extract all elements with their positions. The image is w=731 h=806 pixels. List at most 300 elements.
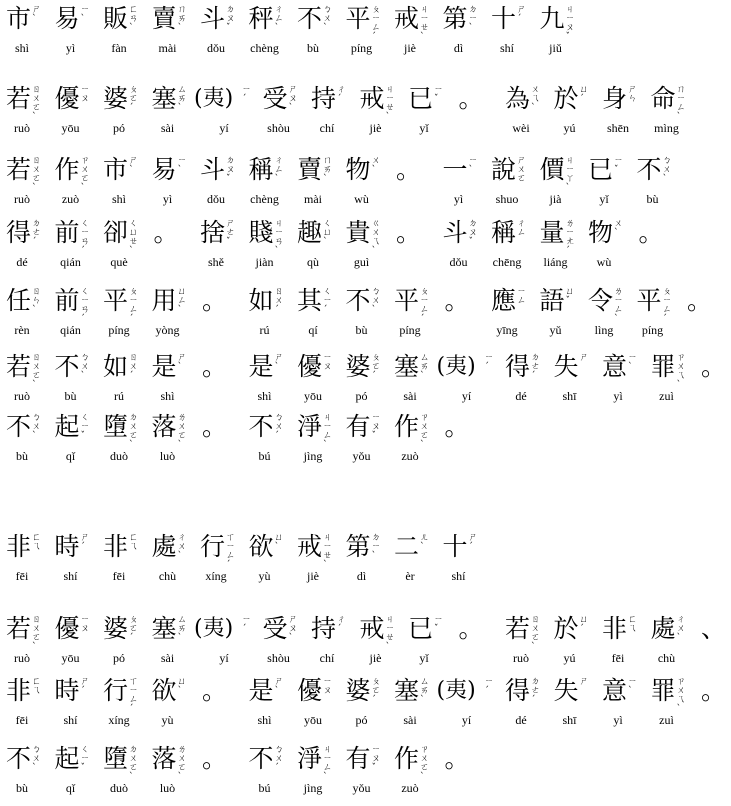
pinyin-annotation: qí xyxy=(308,323,318,337)
zhuyin-annotation: ㄆㄛˊ xyxy=(129,615,139,643)
zhuyin-annotation: ㄉㄧˋ xyxy=(468,5,478,33)
zhuyin-annotation: ㄔㄥ xyxy=(517,219,527,238)
han-character: 意 xyxy=(602,352,628,381)
zhuyin-annotation: ㄈㄟ xyxy=(628,615,638,634)
character-cell xyxy=(200,4,242,62)
character-cell xyxy=(263,614,305,672)
character-cell xyxy=(554,614,596,672)
character-cell xyxy=(436,676,494,734)
character-cell xyxy=(394,4,436,62)
pinyin-annotation: sài xyxy=(403,713,417,727)
character-cell xyxy=(346,352,388,410)
character-cell xyxy=(6,352,48,410)
han-character: (夷) xyxy=(436,678,476,703)
character-cell xyxy=(540,218,582,276)
zhuyin-annotation: ㄕㄜˇ xyxy=(226,219,236,247)
pinyin-annotation: fēi xyxy=(611,651,625,665)
han-character: 於 xyxy=(553,614,579,643)
punctuation-mark: 。 xyxy=(444,412,470,441)
zhuyin-annotation: ㄕㄣ xyxy=(628,85,638,104)
han-character: 任 xyxy=(6,286,32,315)
pinyin-annotation: chèng xyxy=(250,41,279,55)
pinyin-annotation: xíng xyxy=(205,569,227,583)
character-cell xyxy=(194,614,252,672)
character-cell xyxy=(297,155,339,213)
pinyin-annotation: què xyxy=(110,255,128,269)
pinyin-annotation: jiè xyxy=(307,569,319,583)
character-cell xyxy=(152,4,194,62)
verse-line xyxy=(0,744,704,804)
zhuyin-annotation: ㄧˋ xyxy=(177,156,187,175)
character-cell xyxy=(554,676,596,734)
character-cell xyxy=(443,532,485,590)
zhuyin-annotation: ㄧˊ xyxy=(242,85,252,104)
zhuyin-annotation: ㄆㄛˊ xyxy=(129,85,139,113)
han-character: 二 xyxy=(394,532,420,561)
han-character: 是 xyxy=(248,352,274,381)
zhuyin-annotation: ㄔㄨˋ xyxy=(676,615,686,643)
pinyin-annotation: mài xyxy=(158,41,177,55)
han-character: 貴 xyxy=(345,218,371,247)
han-character: 罪 xyxy=(650,352,676,381)
zhuyin-annotation: ㄨˋ xyxy=(614,219,624,238)
han-character: 時 xyxy=(54,676,80,705)
zhuyin-annotation: ㄧˇ xyxy=(434,85,444,104)
zhuyin-annotation: ㄅㄨˋ xyxy=(371,287,381,315)
zhuyin-annotation: ㄉㄨㄛˋ xyxy=(129,413,139,450)
zhuyin-annotation: ㄅㄨˋ xyxy=(80,353,90,381)
pinyin-annotation: chēng xyxy=(492,255,522,269)
zhuyin-annotation: ㄑㄧㄢˊ xyxy=(80,219,90,256)
zhuyin-annotation: ㄧㄡ xyxy=(323,353,333,372)
zhuyin-annotation: ㄒㄧㄥˊ xyxy=(129,677,139,714)
verse-line xyxy=(0,286,713,346)
character-cell xyxy=(297,532,339,590)
character-cell xyxy=(200,532,242,590)
character-cell xyxy=(297,676,339,734)
zhuyin-annotation: ㄔㄥˋ xyxy=(274,156,284,184)
pinyin-annotation: duò xyxy=(110,449,128,463)
character-cell xyxy=(200,218,242,276)
verse-line xyxy=(0,412,704,472)
han-character: 持 xyxy=(311,84,337,113)
character-cell xyxy=(443,155,485,213)
han-character: 不 xyxy=(297,4,323,33)
han-character: 受 xyxy=(262,614,288,643)
character-cell xyxy=(394,744,436,802)
pinyin-annotation: ruò xyxy=(14,121,30,135)
zhuyin-annotation: ㄉㄡˇ xyxy=(226,5,236,33)
character-cell xyxy=(249,155,291,213)
character-cell xyxy=(491,286,533,344)
character-cell xyxy=(346,412,388,470)
pinyin-annotation: fēi xyxy=(15,713,29,727)
character-cell xyxy=(602,614,644,672)
han-character: 平 xyxy=(103,286,129,315)
han-character: 起 xyxy=(54,412,80,441)
verse-line xyxy=(0,84,704,144)
han-character: 失 xyxy=(553,352,579,381)
zhuyin-annotation: ㄆㄛˊ xyxy=(371,677,381,705)
pinyin-annotation: lìng xyxy=(594,323,614,337)
zhuyin-annotation: ㄧㄡˇ xyxy=(371,413,381,441)
character-cell xyxy=(55,155,97,213)
han-character: 第 xyxy=(442,4,468,33)
character-cell xyxy=(249,286,291,344)
pinyin-annotation: shuo xyxy=(495,192,519,206)
zhuyin-annotation: ㄇㄞˋ xyxy=(177,5,187,33)
zhuyin-annotation: ㄕˋ xyxy=(274,677,284,696)
character-cell xyxy=(55,218,97,276)
verse-line xyxy=(0,614,727,674)
pinyin-annotation: chù xyxy=(158,569,177,583)
pinyin-annotation: ruò xyxy=(14,651,30,665)
pinyin-annotation: sài xyxy=(403,389,417,403)
pinyin-annotation: shì xyxy=(111,192,126,206)
character-cell xyxy=(249,676,291,734)
pinyin-annotation: pó xyxy=(355,713,368,727)
zhuyin-annotation: ㄧㄡˇ xyxy=(371,745,381,773)
character-cell xyxy=(346,676,388,734)
character-cell xyxy=(103,676,145,734)
character-cell xyxy=(311,614,353,672)
zhuyin-annotation: ㄐㄧㄥˋ xyxy=(323,413,333,450)
character-cell xyxy=(297,352,339,410)
han-character: 卻 xyxy=(103,218,129,247)
section-heading xyxy=(0,4,704,64)
zhuyin-annotation: ㄉㄜˊ xyxy=(531,677,541,705)
character-cell xyxy=(103,412,145,470)
punctuation-mark: 。 xyxy=(701,676,727,705)
zhuyin-annotation: ㄧˊ xyxy=(484,677,494,696)
han-character: 優 xyxy=(54,84,80,113)
han-character: 塞 xyxy=(394,352,420,381)
han-character: 優 xyxy=(54,614,80,643)
han-character: 非 xyxy=(602,614,628,643)
character-cell xyxy=(554,352,596,410)
punctuation-mark: 。 xyxy=(202,676,228,705)
character-cell xyxy=(651,84,693,142)
pinyin-annotation: dǒu xyxy=(207,192,225,206)
han-character: 一 xyxy=(442,155,468,184)
han-character: 起 xyxy=(54,744,80,773)
han-character: 若 xyxy=(6,352,32,381)
zhuyin-annotation: ㄙㄞˋ xyxy=(177,85,187,113)
character-cell xyxy=(6,532,48,590)
character-cell xyxy=(311,84,353,142)
zhuyin-annotation: ㄔㄥˋ xyxy=(274,5,284,33)
han-character: 稱 xyxy=(491,218,517,247)
pinyin-annotation: zuò xyxy=(61,192,80,206)
han-character: 價 xyxy=(539,155,565,184)
han-character: 量 xyxy=(539,218,565,247)
zhuyin-annotation: ㄧˇ xyxy=(434,615,444,634)
zhuyin-annotation: ㄐㄧㄡˇ xyxy=(565,5,575,42)
zhuyin-annotation: ㄖㄨㄛˋ xyxy=(32,85,42,122)
zhuyin-annotation: ㄒㄧㄥˊ xyxy=(226,533,236,570)
zhuyin-annotation: ㄆㄧㄥˊ xyxy=(662,287,672,324)
character-cell xyxy=(6,412,48,470)
punctuation-mark: 、 xyxy=(701,614,727,643)
pinyin-annotation: qǐ xyxy=(65,449,76,463)
zhuyin-annotation: ㄧˊ xyxy=(242,615,252,634)
character-cell xyxy=(55,676,97,734)
zhuyin-annotation: ㄑㄩㄝˋ xyxy=(129,219,139,256)
han-character: 非 xyxy=(6,676,32,705)
zhuyin-annotation: ㄌㄧㄤˊ xyxy=(565,219,575,256)
han-character: 是 xyxy=(151,352,177,381)
zhuyin-annotation: ㄧˇ xyxy=(614,156,624,175)
zhuyin-annotation: ㄧˋ xyxy=(468,156,478,175)
han-character: 販 xyxy=(103,4,129,33)
han-character: 行 xyxy=(200,532,226,561)
character-cell xyxy=(103,4,145,62)
character-cell xyxy=(505,614,547,672)
han-character: 語 xyxy=(539,286,565,315)
pinyin-annotation: qǐ xyxy=(65,781,76,795)
han-character: 應 xyxy=(491,286,517,315)
punctuation-mark: 。 xyxy=(458,614,484,643)
pinyin-annotation: shòu xyxy=(267,651,290,665)
character-cell xyxy=(297,744,339,802)
zhuyin-annotation: ㄅㄨˊ xyxy=(274,413,284,441)
zhuyin-annotation: ㄅㄨˋ xyxy=(32,413,42,441)
zhuyin-annotation: ㄉㄜˊ xyxy=(32,219,42,247)
character-cell xyxy=(152,155,194,213)
han-character: 不 xyxy=(345,286,371,315)
zhuyin-annotation: ㄕˊ xyxy=(468,533,478,552)
han-character: 若 xyxy=(6,614,32,643)
zhuyin-annotation: ㄉㄡˇ xyxy=(468,219,478,247)
character-cell xyxy=(249,532,291,590)
pinyin-annotation: rú xyxy=(259,323,270,337)
han-character: 婆 xyxy=(103,614,129,643)
zhuyin-annotation: ㄧˊ xyxy=(484,353,494,372)
pinyin-annotation: píng xyxy=(399,323,421,337)
pinyin-annotation: yù xyxy=(161,713,174,727)
character-cell xyxy=(297,412,339,470)
zhuyin-annotation: ㄈㄢˋ xyxy=(129,5,139,33)
character-cell xyxy=(249,218,291,276)
pinyin-annotation: xíng xyxy=(108,713,130,727)
han-character: 塞 xyxy=(151,614,177,643)
character-cell xyxy=(55,744,97,802)
zhuyin-annotation: ㄙㄞˋ xyxy=(420,677,430,705)
pinyin-annotation: shì xyxy=(257,713,272,727)
character-cell xyxy=(6,155,48,213)
pinyin-annotation: jiè xyxy=(404,41,416,55)
han-character: 是 xyxy=(248,676,274,705)
han-character: 作 xyxy=(394,412,420,441)
pinyin-annotation: zuò xyxy=(401,449,419,463)
zhuyin-annotation: ㄨㄟˋ xyxy=(531,85,541,113)
character-cell xyxy=(103,614,145,672)
pinyin-annotation: shì xyxy=(257,389,272,403)
character-cell xyxy=(152,744,194,802)
character-cell xyxy=(540,286,582,344)
character-cell xyxy=(602,84,644,142)
han-character: 不 xyxy=(6,412,32,441)
pinyin-annotation: shě xyxy=(208,255,224,269)
han-character: 落 xyxy=(151,744,177,773)
punctuation-mark: 。 xyxy=(396,155,422,184)
zhuyin-annotation: ㄇㄞˋ xyxy=(323,156,333,184)
character-cell xyxy=(491,155,533,213)
han-character: 淨 xyxy=(297,744,323,773)
character-cell xyxy=(103,84,145,142)
han-character: 塞 xyxy=(394,676,420,705)
han-character: 墮 xyxy=(103,744,129,773)
verse-line xyxy=(0,676,727,736)
zhuyin-annotation: ㄐㄧㄝˋ xyxy=(420,5,430,42)
punctuation-mark: 。 xyxy=(444,286,470,315)
verse-line xyxy=(0,218,704,278)
pinyin-annotation: yōu xyxy=(61,651,80,665)
zhuyin-annotation: ㄖㄨˊ xyxy=(129,353,139,381)
han-character: 物 xyxy=(345,155,371,184)
zhuyin-annotation: ㄩˊ xyxy=(579,85,589,104)
pinyin-annotation: ruò xyxy=(14,192,30,206)
han-character: 戒 xyxy=(297,532,323,561)
punctuation-mark: 。 xyxy=(153,218,179,247)
zhuyin-annotation: ㄈㄟ xyxy=(32,533,42,552)
zhuyin-annotation: ㄦˋ xyxy=(420,533,430,552)
han-character: 平 xyxy=(394,286,420,315)
pinyin-annotation: dé xyxy=(515,713,527,727)
pinyin-annotation: dǒu xyxy=(207,41,225,55)
zhuyin-annotation: ㄉㄜˊ xyxy=(531,353,541,381)
zhuyin-annotation: ㄧˋ xyxy=(80,5,90,24)
zhuyin-annotation: ㄈㄟ xyxy=(129,533,139,552)
pinyin-annotation: chèng xyxy=(250,192,279,206)
han-character: 若 xyxy=(6,84,32,113)
pinyin-annotation: yīng xyxy=(496,323,518,337)
han-character: 優 xyxy=(297,676,323,705)
pinyin-annotation: yí xyxy=(461,389,472,403)
pinyin-annotation: fēi xyxy=(15,569,29,583)
han-character: 得 xyxy=(505,352,531,381)
han-character: (夷) xyxy=(194,86,234,111)
character-cell xyxy=(651,352,693,410)
han-character: 如 xyxy=(248,286,274,315)
han-character: 作 xyxy=(394,744,420,773)
character-cell xyxy=(346,4,388,62)
han-character: 身 xyxy=(602,84,628,113)
zhuyin-annotation: ㄗㄨㄟˋ xyxy=(676,677,686,714)
han-character: 市 xyxy=(6,4,32,33)
zhuyin-annotation: ㄧㄥ xyxy=(517,287,527,306)
zhuyin-annotation: ㄨˋ xyxy=(371,156,381,175)
han-character: 第 xyxy=(345,532,371,561)
character-cell xyxy=(103,218,145,276)
character-cell xyxy=(152,84,194,142)
punctuation-mark: 。 xyxy=(638,218,664,247)
pinyin-annotation: sài xyxy=(160,121,175,135)
punctuation-mark: 。 xyxy=(687,286,713,315)
zhuyin-annotation: ㄕˊ xyxy=(80,677,90,696)
pinyin-annotation: yǔ xyxy=(549,323,562,337)
character-cell xyxy=(6,744,48,802)
verse-line xyxy=(0,155,704,215)
character-cell xyxy=(103,352,145,410)
character-cell xyxy=(55,286,97,344)
character-cell xyxy=(152,532,194,590)
punctuation-mark: 。 xyxy=(458,84,484,113)
zhuyin-annotation: ㄙㄞˋ xyxy=(420,353,430,381)
pinyin-annotation: shì xyxy=(160,389,175,403)
pinyin-annotation: bù xyxy=(355,323,368,337)
pinyin-annotation: pó xyxy=(113,121,125,135)
han-character: 罪 xyxy=(650,676,676,705)
punctuation-mark: 。 xyxy=(202,352,228,381)
han-character: 命 xyxy=(650,84,676,113)
zhuyin-annotation: ㄔˊ xyxy=(337,85,347,104)
pinyin-annotation: mài xyxy=(304,192,322,206)
zhuyin-annotation: ㄑㄧˇ xyxy=(80,745,90,773)
punctuation-mark: 。 xyxy=(202,412,228,441)
character-cell xyxy=(346,532,388,590)
han-character: 稱 xyxy=(248,155,274,184)
pinyin-annotation: zuò xyxy=(401,781,419,795)
han-character: 持 xyxy=(311,614,337,643)
character-cell xyxy=(637,155,679,213)
zhuyin-annotation: ㄩˇ xyxy=(565,287,575,306)
han-character: 易 xyxy=(54,4,80,33)
pinyin-annotation: yì xyxy=(613,389,623,403)
pinyin-annotation: shī xyxy=(562,389,577,403)
character-cell xyxy=(651,676,693,734)
han-character: 斗 xyxy=(442,218,468,247)
character-cell xyxy=(249,412,291,470)
zhuyin-annotation: ㄐㄧㄝˋ xyxy=(385,615,395,652)
han-character: 不 xyxy=(248,412,274,441)
punctuation-mark: 。 xyxy=(701,352,727,381)
pinyin-annotation: pó xyxy=(113,651,125,665)
zhuyin-annotation: ㄐㄧㄚˋ xyxy=(565,156,575,193)
han-character: 優 xyxy=(297,352,323,381)
han-character: 有 xyxy=(345,744,371,773)
pinyin-annotation: yòng xyxy=(155,323,180,337)
zhuyin-annotation: ㄖㄨˊ xyxy=(274,287,284,315)
pinyin-annotation: yí xyxy=(461,713,472,727)
character-cell xyxy=(249,352,291,410)
zhuyin-annotation: ㄗㄨㄛˋ xyxy=(420,745,430,782)
han-character: 如 xyxy=(103,352,129,381)
pinyin-annotation: chí xyxy=(319,121,335,135)
pinyin-annotation: yì xyxy=(613,713,623,727)
zhuyin-annotation: ㄌㄨㄛˋ xyxy=(177,413,187,450)
character-cell xyxy=(152,614,194,672)
character-cell xyxy=(505,84,547,142)
zhuyin-annotation: ㄕㄨㄛ xyxy=(517,156,527,184)
zhuyin-annotation: ㄅㄨˋ xyxy=(32,745,42,773)
pinyin-annotation: guì xyxy=(353,255,370,269)
character-cell xyxy=(588,218,630,276)
pinyin-annotation: yǐ xyxy=(419,651,429,665)
han-character: 意 xyxy=(602,676,628,705)
character-cell xyxy=(103,155,145,213)
han-character: 已 xyxy=(408,614,434,643)
pinyin-annotation: yǒu xyxy=(352,781,371,795)
pinyin-annotation: qù xyxy=(307,255,319,269)
zhuyin-annotation: ㄉㄡˇ xyxy=(226,156,236,184)
character-cell xyxy=(554,84,596,142)
han-character: 行 xyxy=(103,676,129,705)
zhuyin-annotation: ㄕ xyxy=(579,353,589,363)
han-character: 其 xyxy=(297,286,323,315)
pinyin-annotation: fēi xyxy=(112,569,126,583)
pinyin-annotation: qián xyxy=(60,255,81,269)
